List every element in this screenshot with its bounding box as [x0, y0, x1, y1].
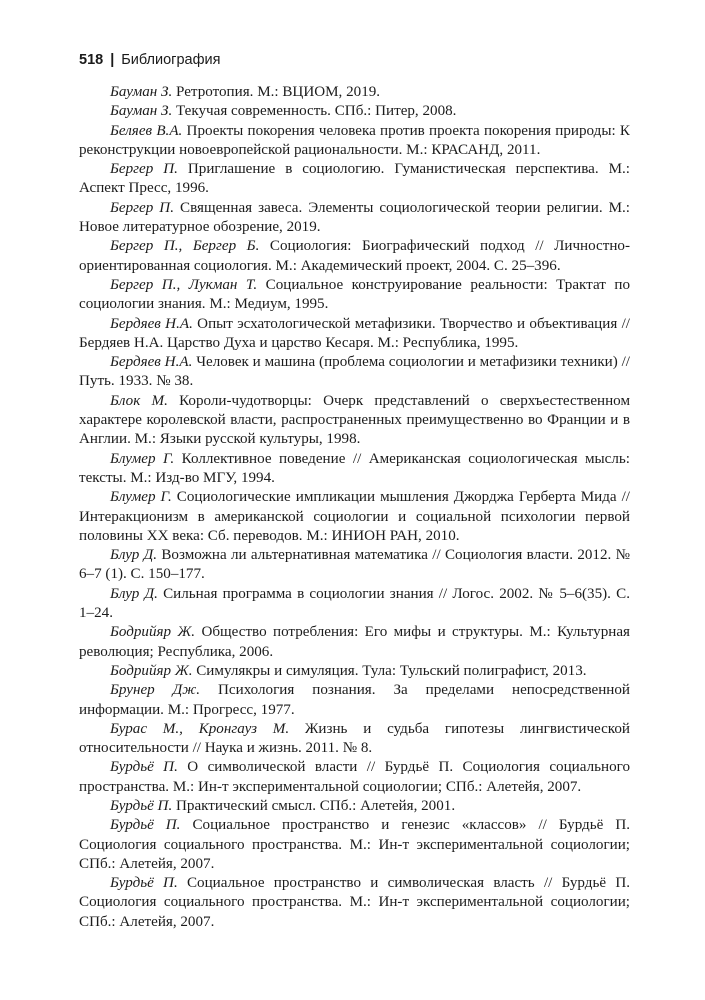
- entry-text: Сильная программа в социологии знания // Логос. 2002. № 5–6(35). С. 1–24.: [79, 585, 630, 622]
- bibliography-entry: [79, 237, 630, 276]
- bibliography-entry: [79, 83, 630, 102]
- entry-text: Практический смысл. СПб.: Алетейя, 2001.: [172, 797, 456, 814]
- bibliography-entry: [79, 585, 630, 624]
- entry-text: Приглашение в социологию. Гуманистическая перспектива. М.: Аспект Пресс, 1996.: [79, 161, 630, 197]
- entry-author: Блумер Г.: [110, 450, 175, 467]
- entry-author: Брунер Дж.: [110, 682, 201, 699]
- entry-text: Священная завеса. Элементы социологической теории религии. М.: Новое литературное обозрение, 2019.: [79, 199, 631, 236]
- running-head: [79, 51, 220, 69]
- entry-author: Бодрийяр Ж.: [110, 624, 196, 641]
- bibliography-entry: [79, 315, 630, 354]
- entry-author: Блок М.: [110, 392, 168, 409]
- entry-author: Бергер П.: [110, 199, 174, 216]
- bibliography-entry: [79, 681, 630, 720]
- bibliography-entry: [79, 874, 630, 932]
- entry-author: Бурдьё П.: [110, 875, 178, 892]
- entry-text: Ретротопия. М.: ВЦИОМ, 2019.: [172, 84, 381, 100]
- entry-author: Бурдьё П.: [110, 797, 173, 814]
- entry-text: Общество потребления: Его мифы и структуры. М.: Культурная революция; Республика, 2006.: [79, 624, 630, 660]
- entry-text: Психология познания. За пределами непосредственной информации. М.: Прогресс, 1977.: [79, 682, 631, 718]
- entry-text: Социологические импликации мышления Джорджа Герберта Мида // Интеракционизм в американской социологии и социальной психологии первой половины XX века: Сб. переводов. М.: ИНИОН РАН, 2010.: [79, 489, 630, 544]
- entry-author: Блур Д.: [110, 585, 158, 602]
- bibliography-entry: [79, 102, 630, 121]
- bibliography-entry: [79, 392, 630, 450]
- bibliography-entry: [79, 353, 630, 392]
- entry-author: Бауман З.: [110, 84, 173, 100]
- bibliography-entry: [79, 662, 630, 681]
- entry-author: Бердяев Н.А.: [110, 315, 193, 332]
- bibliography-entry: [79, 623, 630, 662]
- entry-text: Социальное пространство и генезис «классов» // Бурдьё П. Социология социального пространства. М.: Ин-т экспериментальной социологии; СПб.: Алетейя, 2007.: [79, 817, 631, 872]
- entry-text: Опыт эсхатологической метафизики. Творчество и объективация // Бердяев Н.А. Царство Духа и царство Кесаря. М.: Республика, 1995.: [79, 315, 630, 351]
- entry-text: Социальное конструирование реальности: Трактат по социологии знания. М.: Медиум, 1995.: [79, 276, 630, 313]
- bibliography-entry: [79, 488, 630, 546]
- bibliography-entry: [79, 758, 630, 797]
- entry-author: Блумер Г.: [110, 489, 172, 506]
- bibliography-entry: [79, 816, 630, 874]
- entry-author: Беляев В.А.: [110, 122, 183, 139]
- entry-text: Проекты покорения человека против проекта покорения природы: К реконструкции новоевропейской рациональности. М.: КРАСАНД, 2011.: [79, 122, 630, 158]
- entry-author: Блур Д.: [110, 547, 158, 564]
- entry-author: Бергер П., Лукман Т.: [110, 276, 258, 293]
- bibliography-entry: [79, 122, 630, 161]
- entry-author: Бергер П.: [110, 161, 178, 178]
- entry-author: Бердяев Н.А.: [110, 354, 193, 371]
- entry-text: Короли-чудотворцы: Очерк представлений о сверхъестественном характере королевской власти, распространенных преимущественно во Франции и в Англии. М.: Языки русской культуры, 1998.: [79, 392, 630, 448]
- section-title: Библиография: [121, 52, 221, 68]
- entry-author: Бодрийяр Ж.: [110, 662, 193, 679]
- entry-author: Бергер П., Бергер Б.: [110, 238, 260, 255]
- entry-author: Бурдьё П.: [110, 759, 178, 776]
- bibliography-list: [79, 83, 630, 932]
- entry-author: Бурдьё П.: [110, 817, 181, 834]
- entry-text: Коллективное поведение // Американская социологическая мысль: тексты. М.: Изд-во МГУ, 1994.: [79, 450, 630, 486]
- bibliography-entry: [79, 450, 630, 489]
- entry-text: Жизнь и судьба гипотезы лингвистической относительности // Наука и жизнь. 2011. № 8.: [79, 720, 630, 757]
- entry-author: Бауман З.: [110, 103, 173, 120]
- bibliography-entry: [79, 797, 630, 816]
- entry-text: Симулякры и симуляция. Тула: Тульский полиграфист, 2013.: [192, 662, 587, 679]
- bibliography-entry: [79, 720, 630, 759]
- bibliography-entry: [79, 199, 630, 238]
- entry-text: О символической власти // Бурдьё П. Социология социального пространства. М.: Ин-т экспериментальной социологии; СПб.: Алетейя, 2007.: [79, 759, 630, 795]
- header-separator: |: [110, 52, 115, 68]
- page-number: 518: [79, 52, 104, 68]
- entry-text: Социология: Биографический подход // Личностно-ориентированная социология. М.: Академический проект, 2004. С. 25–396.: [79, 238, 630, 274]
- entry-author: Бурас М., Кронгауз М.: [110, 720, 290, 737]
- entry-text: Текучая современность. СПб.: Питер, 2008.: [172, 103, 457, 120]
- entry-text: Возможна ли альтернативная математика // Социология власти. 2012. № 6–7 (1). С. 150–177.: [79, 547, 630, 583]
- entry-text: Человек и машина (проблема социологии и метафизики техники) // Путь. 1933. № 38.: [79, 354, 630, 390]
- bibliography-entry: [79, 160, 630, 199]
- bibliography-entry: [79, 546, 630, 585]
- entry-text: Социальное пространство и символическая власть // Бурдьё П. Социология социального пространства. М.: Ин-т экспериментальной социологии; СПб.: Алетейя, 2007.: [79, 875, 630, 930]
- bibliography-entry: [79, 276, 630, 315]
